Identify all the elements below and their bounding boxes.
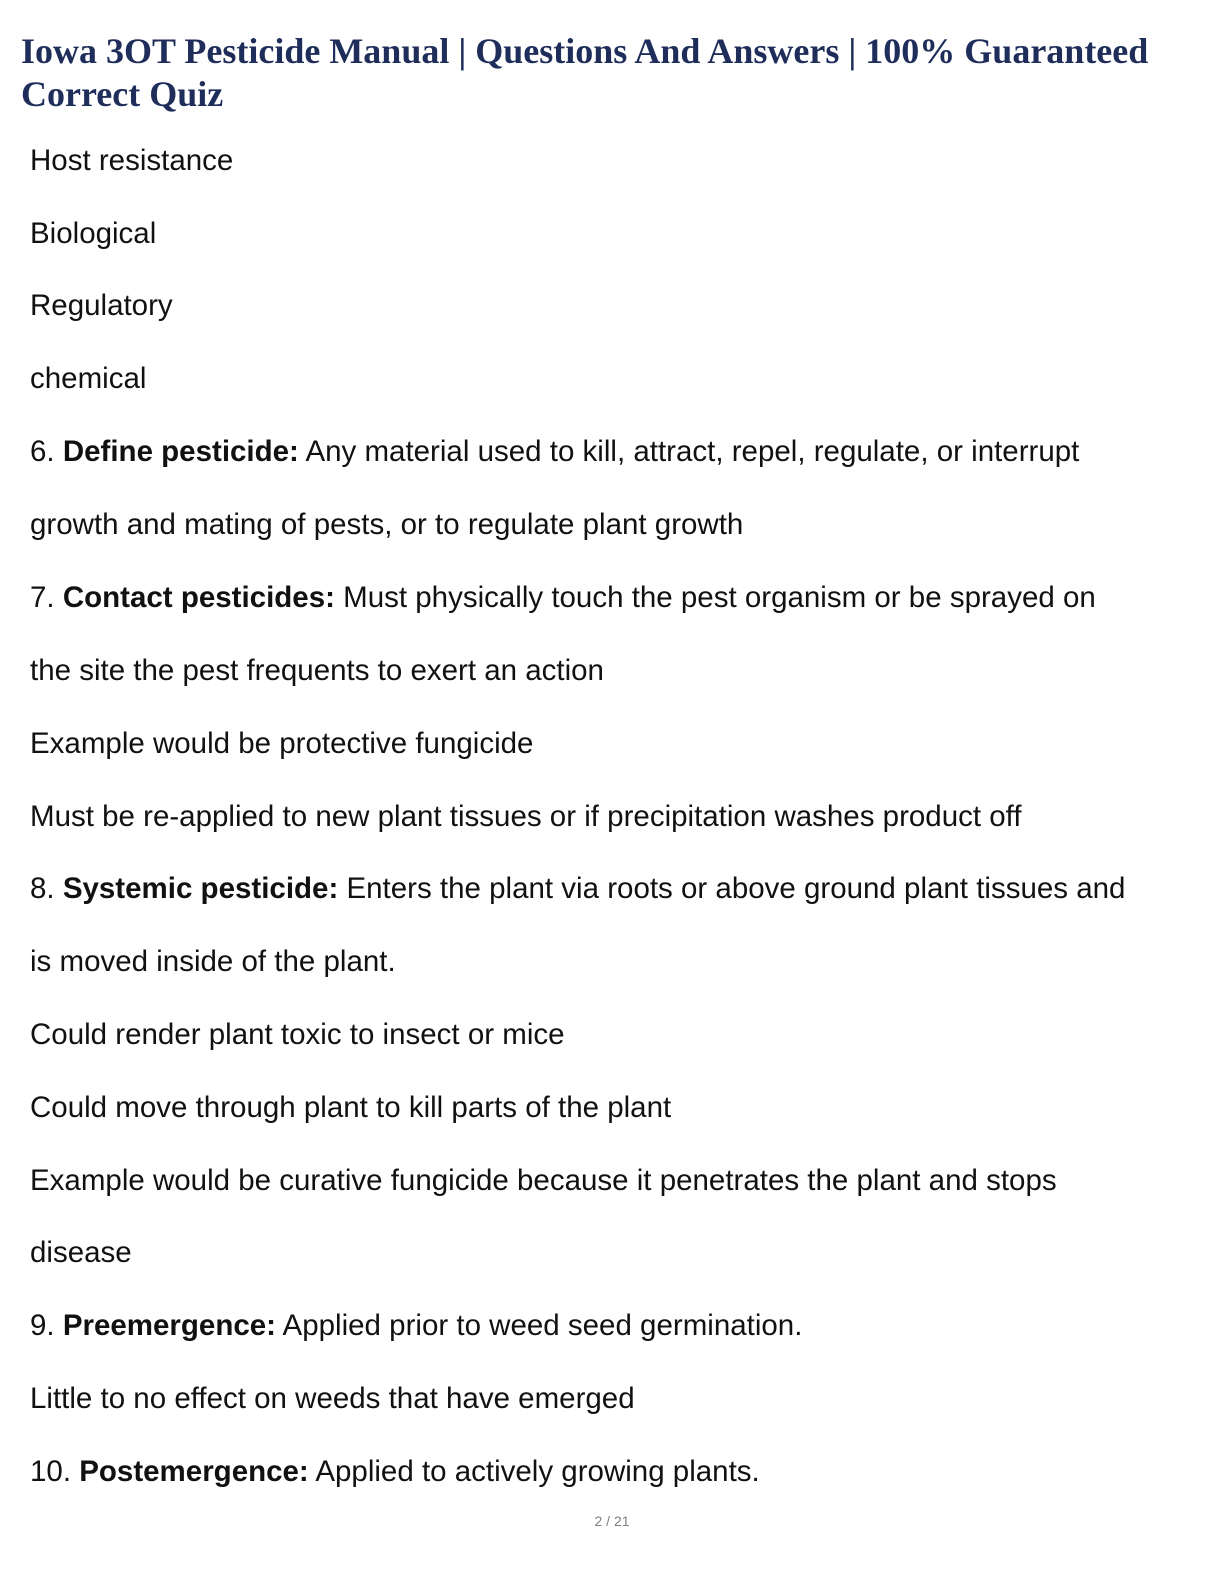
line-text: the site the pest frequents to exert an action — [30, 654, 604, 687]
question-term: Preemergence: — [62, 1309, 276, 1342]
answer-text: Any material used to kill, attract, repel, regulate, or interrupt — [298, 435, 1080, 468]
question-term: Define pesticide: — [62, 435, 299, 468]
line-text: Host resistance — [30, 144, 234, 177]
question-term: Postemergence: — [79, 1455, 309, 1488]
line-text: chemical — [30, 362, 147, 395]
line-text: disease — [30, 1236, 132, 1269]
line-text: Example would be protective fungicide — [30, 727, 534, 760]
question-number: 8. — [30, 872, 63, 905]
question-term: Contact pesticides: — [62, 581, 335, 614]
text-line — [30, 799, 1022, 835]
text-line — [30, 1235, 132, 1271]
line-text: Could render plant toxic to insect or mice — [30, 1018, 565, 1051]
text-line — [30, 1163, 1057, 1199]
text-line — [30, 216, 156, 252]
line-text: Regulatory — [30, 289, 173, 322]
text-line — [30, 1090, 671, 1126]
question-line — [30, 580, 1096, 616]
text-line — [30, 944, 396, 980]
line-text: is moved inside of the plant. — [30, 945, 396, 978]
text-line — [30, 143, 233, 179]
line-text: growth and mating of pests, or to regulate plant growth — [30, 508, 744, 541]
answer-text: Applied to actively growing plants. — [308, 1455, 760, 1488]
question-line — [30, 871, 1125, 907]
line-text: Could move through plant to kill parts of the plant — [30, 1091, 672, 1124]
text-line — [30, 726, 533, 762]
question-line — [30, 1454, 760, 1490]
text-line — [30, 288, 173, 324]
document-title: Iowa 3OT Pesticide Manual | Questions And Answers | 100% Guaranteed Correct Quiz — [21, 31, 1149, 114]
question-number: 10. — [30, 1455, 80, 1488]
question-line — [30, 1308, 802, 1344]
line-text: Little to no effect on weeds that have emerged — [30, 1382, 635, 1415]
question-number: 9. — [30, 1309, 63, 1342]
text-line — [30, 361, 146, 397]
line-text: Biological — [30, 217, 157, 250]
answer-text: Enters the plant via roots or above ground plant tissues and — [338, 872, 1126, 905]
line-text: Example would be curative fungicide because it penetrates the plant and stops — [30, 1164, 1057, 1197]
page-number: 2 / 21 — [594, 1513, 630, 1529]
text-line — [30, 507, 743, 543]
question-number: 6. — [30, 435, 63, 468]
question-term: Systemic pesticide: — [62, 872, 339, 905]
answer-text: Applied prior to weed seed germination. — [275, 1309, 803, 1342]
text-line — [30, 1381, 635, 1417]
question-line — [30, 434, 1079, 470]
text-line — [30, 1017, 565, 1053]
line-text: Must be re-applied to new plant tissues or if precipitation washes product off — [30, 800, 1022, 833]
question-number: 7. — [30, 581, 63, 614]
answer-text: Must physically touch the pest organism or be sprayed on — [334, 581, 1096, 614]
text-line — [30, 653, 604, 689]
